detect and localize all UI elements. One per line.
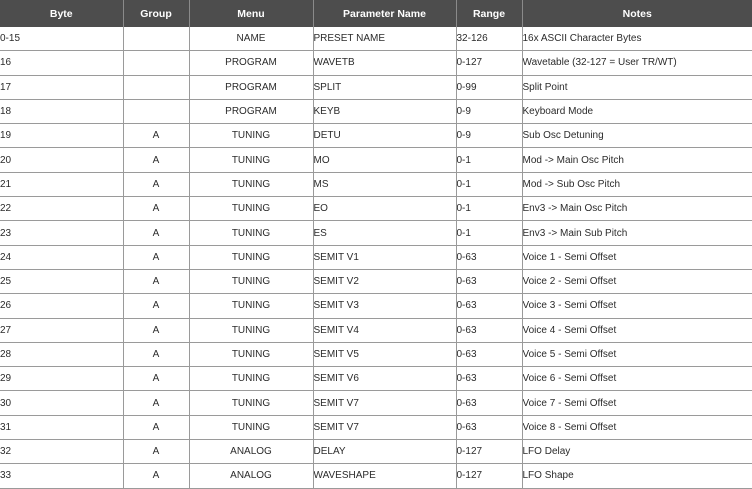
notes-cell: Voice 5 - Semi Offset — [522, 342, 752, 366]
table-row — [0, 245, 752, 269]
byte-cell: 26 — [0, 294, 123, 318]
byte-cell: 30 — [0, 391, 123, 415]
range-cell: 0-1 — [456, 172, 522, 196]
byte-cell: 23 — [0, 221, 123, 245]
menu-cell: ANALOG — [189, 464, 313, 488]
parameter-name-cell: SEMIT V5 — [313, 342, 456, 366]
parameter-name-cell: EO — [313, 197, 456, 221]
group-cell: A — [123, 342, 189, 366]
byte-cell: 0-15 — [0, 27, 123, 51]
parameter-name-cell: ES — [313, 221, 456, 245]
table-row — [0, 367, 752, 391]
parameter-name-cell: WAVESHAPE — [313, 464, 456, 488]
range-cell: 0-9 — [456, 124, 522, 148]
table-row — [0, 27, 752, 51]
column-header-notes: Notes — [522, 0, 752, 27]
group-cell: A — [123, 318, 189, 342]
range-cell: 0-63 — [456, 318, 522, 342]
table-row — [0, 172, 752, 196]
group-cell: A — [123, 440, 189, 464]
parameter-name-cell: DELAY — [313, 440, 456, 464]
group-cell: A — [123, 124, 189, 148]
byte-cell: 27 — [0, 318, 123, 342]
column-header-parameter-name: Parameter Name — [313, 0, 456, 27]
notes-cell: Mod -> Sub Osc Pitch — [522, 172, 752, 196]
header-row — [0, 0, 752, 27]
menu-cell: TUNING — [189, 391, 313, 415]
notes-cell: 16x ASCII Character Bytes — [522, 27, 752, 51]
byte-cell: 21 — [0, 172, 123, 196]
menu-cell: PROGRAM — [189, 51, 313, 75]
notes-cell: Voice 7 - Semi Offset — [522, 391, 752, 415]
table-row — [0, 294, 752, 318]
parameter-name-cell: SEMIT V6 — [313, 367, 456, 391]
range-cell: 0-1 — [456, 197, 522, 221]
table-row — [0, 440, 752, 464]
notes-cell: LFO Shape — [522, 464, 752, 488]
byte-cell: 22 — [0, 197, 123, 221]
range-cell: 0-9 — [456, 99, 522, 123]
notes-cell: Wavetable (32-127 = User TR/WT) — [522, 51, 752, 75]
menu-cell: TUNING — [189, 318, 313, 342]
notes-cell: Voice 3 - Semi Offset — [522, 294, 752, 318]
menu-cell: TUNING — [189, 221, 313, 245]
menu-cell: PROGRAM — [189, 75, 313, 99]
table-body — [0, 27, 752, 488]
menu-cell: TUNING — [189, 148, 313, 172]
range-cell: 0-127 — [456, 464, 522, 488]
table-row — [0, 124, 752, 148]
byte-cell: 17 — [0, 75, 123, 99]
notes-cell: Voice 1 - Semi Offset — [522, 245, 752, 269]
group-cell: A — [123, 415, 189, 439]
range-cell: 0-127 — [456, 51, 522, 75]
notes-cell: LFO Delay — [522, 440, 752, 464]
parameter-name-cell: SEMIT V7 — [313, 415, 456, 439]
range-cell: 0-1 — [456, 221, 522, 245]
range-cell: 0-127 — [456, 440, 522, 464]
range-cell: 0-63 — [456, 391, 522, 415]
menu-cell: TUNING — [189, 294, 313, 318]
menu-cell: TUNING — [189, 245, 313, 269]
table-row — [0, 415, 752, 439]
parameter-name-cell: SEMIT V2 — [313, 269, 456, 293]
table-row — [0, 99, 752, 123]
range-cell: 32-126 — [456, 27, 522, 51]
notes-cell: Voice 6 - Semi Offset — [522, 367, 752, 391]
group-cell: A — [123, 221, 189, 245]
menu-cell: TUNING — [189, 367, 313, 391]
column-header-menu: Menu — [189, 0, 313, 27]
byte-cell: 24 — [0, 245, 123, 269]
column-header-range: Range — [456, 0, 522, 27]
range-cell: 0-1 — [456, 148, 522, 172]
notes-cell: Sub Osc Detuning — [522, 124, 752, 148]
parameter-name-cell: WAVETB — [313, 51, 456, 75]
group-cell: A — [123, 172, 189, 196]
byte-cell: 19 — [0, 124, 123, 148]
parameter-name-cell: SEMIT V7 — [313, 391, 456, 415]
menu-cell: PROGRAM — [189, 99, 313, 123]
table-row — [0, 269, 752, 293]
parameter-name-cell: MO — [313, 148, 456, 172]
group-cell: A — [123, 294, 189, 318]
byte-cell: 25 — [0, 269, 123, 293]
notes-cell: Voice 4 - Semi Offset — [522, 318, 752, 342]
byte-cell: 32 — [0, 440, 123, 464]
byte-cell: 18 — [0, 99, 123, 123]
range-cell: 0-63 — [456, 269, 522, 293]
group-cell — [123, 51, 189, 75]
table-row — [0, 221, 752, 245]
byte-cell: 29 — [0, 367, 123, 391]
menu-cell: TUNING — [189, 342, 313, 366]
group-cell: A — [123, 391, 189, 415]
column-header-group: Group — [123, 0, 189, 27]
notes-cell: Env3 -> Main Sub Pitch — [522, 221, 752, 245]
group-cell: A — [123, 148, 189, 172]
group-cell: A — [123, 245, 189, 269]
menu-cell: TUNING — [189, 124, 313, 148]
notes-cell: Mod -> Main Osc Pitch — [522, 148, 752, 172]
menu-cell: TUNING — [189, 197, 313, 221]
range-cell: 0-63 — [456, 245, 522, 269]
parameter-name-cell: KEYB — [313, 99, 456, 123]
parameter-name-cell: SPLIT — [313, 75, 456, 99]
menu-cell: NAME — [189, 27, 313, 51]
byte-cell: 20 — [0, 148, 123, 172]
parameter-name-cell: PRESET NAME — [313, 27, 456, 51]
menu-cell: TUNING — [189, 269, 313, 293]
group-cell: A — [123, 464, 189, 488]
byte-cell: 31 — [0, 415, 123, 439]
range-cell: 0-99 — [456, 75, 522, 99]
notes-cell: Split Point — [522, 75, 752, 99]
table-row — [0, 148, 752, 172]
column-header-byte: Byte — [0, 0, 123, 27]
notes-cell: Voice 8 - Semi Offset — [522, 415, 752, 439]
table-row — [0, 75, 752, 99]
menu-cell: ANALOG — [189, 440, 313, 464]
table-row — [0, 51, 752, 75]
menu-cell: TUNING — [189, 172, 313, 196]
table-row — [0, 342, 752, 366]
notes-cell: Keyboard Mode — [522, 99, 752, 123]
range-cell: 0-63 — [456, 415, 522, 439]
notes-cell: Voice 2 - Semi Offset — [522, 269, 752, 293]
parameter-name-cell: SEMIT V3 — [313, 294, 456, 318]
range-cell: 0-63 — [456, 294, 522, 318]
group-cell — [123, 27, 189, 51]
range-cell: 0-63 — [456, 342, 522, 366]
table-row — [0, 391, 752, 415]
group-cell: A — [123, 197, 189, 221]
byte-cell: 16 — [0, 51, 123, 75]
group-cell — [123, 99, 189, 123]
range-cell: 0-63 — [456, 367, 522, 391]
group-cell: A — [123, 269, 189, 293]
notes-cell: Env3 -> Main Osc Pitch — [522, 197, 752, 221]
group-cell — [123, 75, 189, 99]
table-row — [0, 464, 752, 488]
parameter-name-cell: DETU — [313, 124, 456, 148]
table-row — [0, 197, 752, 221]
byte-cell: 33 — [0, 464, 123, 488]
table-row — [0, 318, 752, 342]
parameter-name-cell: SEMIT V4 — [313, 318, 456, 342]
byte-cell: 28 — [0, 342, 123, 366]
parameter-name-cell: MS — [313, 172, 456, 196]
group-cell: A — [123, 367, 189, 391]
menu-cell: TUNING — [189, 415, 313, 439]
parameter-name-cell: SEMIT V1 — [313, 245, 456, 269]
